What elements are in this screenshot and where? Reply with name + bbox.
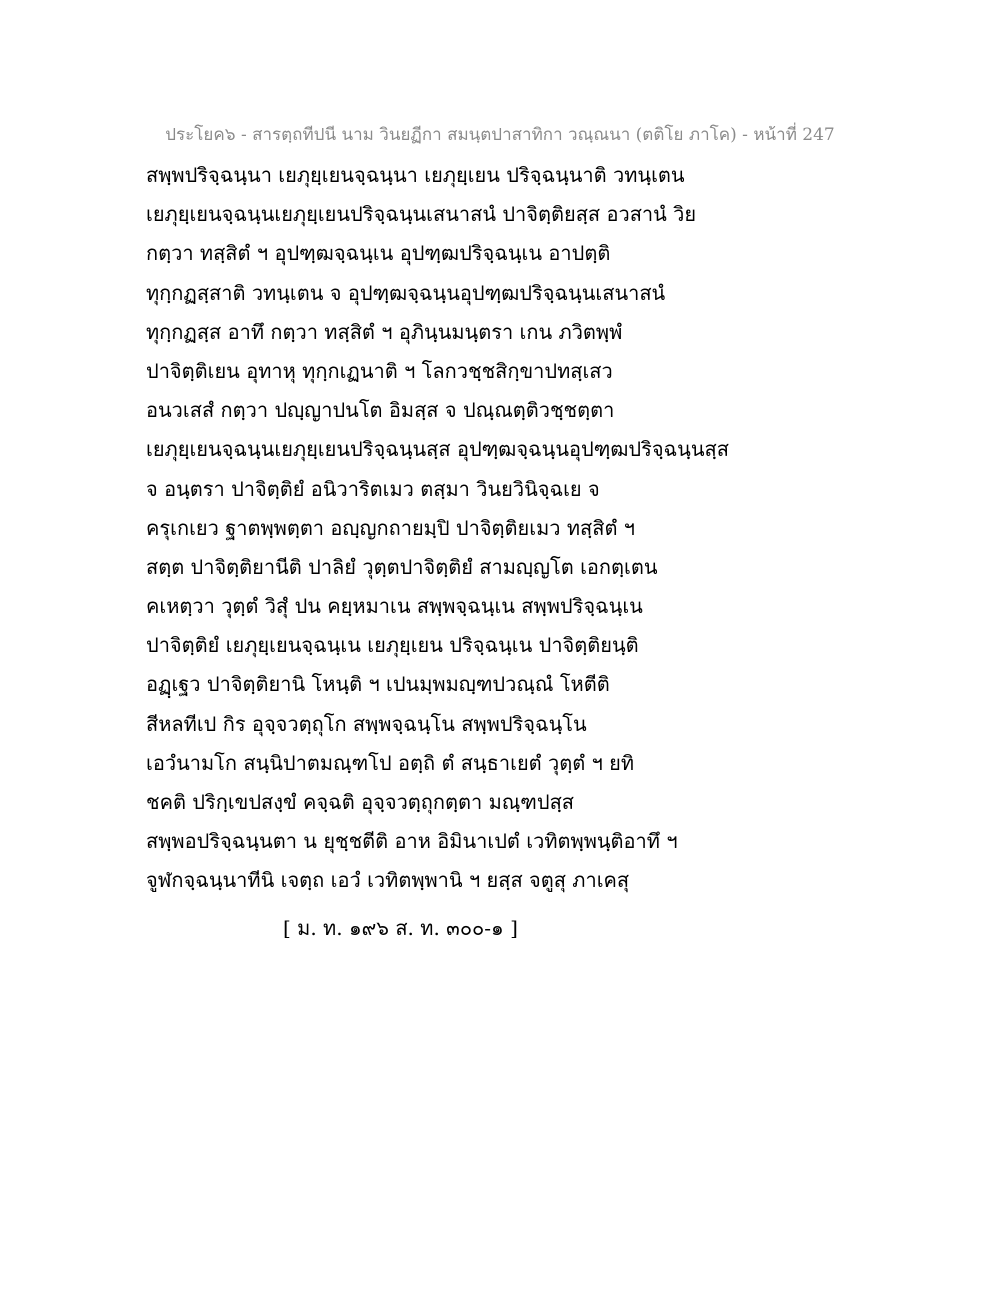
text-line: สพฺพปริจฺฉนฺนา เยภุยฺเยนจฺฉนฺนา เยภุยฺเยน ปริจฺฉนฺนาติ วทนฺเตน bbox=[146, 163, 685, 187]
text-line: สีหลทีเป กิร อุจฺจวตฺถุโก สพฺพจฺฉนฺโน สพฺพปริจฺฉนฺโน bbox=[146, 711, 587, 736]
source-reference: [ ม. ท. ๑๙๖ ส. ท. ๓๐๐-๑ ] bbox=[283, 916, 518, 940]
body-text bbox=[146, 156, 846, 901]
text-line: ทุกฺกฏสฺส อาทึ กตฺวา ทสฺสิตํ ฯ อุภินฺนมนฺตรา เกน ภวิตพฺพํ bbox=[146, 319, 623, 344]
running-header: ประโยค๖ - สารตฺถทีปนี นาม วินยฏีกา สมนฺตปาสาทิกา วณฺณนา (ตติโย ภาโค) - หน้าที่ 247 bbox=[165, 125, 835, 145]
text-line: สตฺต ปาจิตฺติยานีติ ปาลิยํ วุตฺตปาจิตฺติยํ สามญฺญโต เอกตฺเตน bbox=[146, 554, 658, 579]
text-line: ปาจิตฺติเยน อุทาหุ ทุกฺกเฏนาติ ฯ โลกวชฺชสิกฺขาปทสฺเสว bbox=[146, 358, 613, 383]
text-line: ทุกฺกฏสฺสาติ วทนฺเตน จ อุปฑฺฒจฺฉนฺนอุปฑฺฒปริจฺฉนฺนเสนาสนํ bbox=[146, 280, 666, 305]
text-line: เอวํนามโก สนฺนิปาตมณฺฑโป อตฺถิ ตํ สนฺธาเยตํ วุตฺตํ ฯ ยทิ bbox=[146, 750, 635, 775]
text-line: เยภุยฺเยนจฺฉนฺนเยภุยฺเยนปริจฺฉนฺนสฺส อุปฑฺฒจฺฉนฺนอุปฑฺฒปริจฺฉนฺนสฺส bbox=[146, 437, 729, 462]
text-line: คเหตฺวา วุตฺตํ วิสุํ ปน คยฺหมาเน สพฺพจฺฉนฺเน สพฺพปริจฺฉนฺเน bbox=[146, 594, 643, 619]
text-line: อนวเสสํ กตฺวา ปญฺญาปนโต อิมสฺส จ ปณฺณตฺติวชฺชตฺตา bbox=[146, 398, 615, 423]
text-line: ปาจิตฺติยํ เยภุยฺเยนจฺฉนฺเน เยภุยฺเยน ปริจฺฉนฺเน ปาจิตฺติยนฺติ bbox=[146, 633, 639, 658]
text-line: สพฺพอปริจฺฉนฺนตา น ยุชฺชตีติ อาห อิมินาเปตํ เวทิตพฺพนฺติอาทึ ฯ bbox=[146, 829, 678, 854]
text-line: อฏฺเฐว ปาจิตฺติยานิ โหนฺติ ฯ เปนมฺพมญฺฑปวณฺณํ โหตีติ bbox=[146, 672, 610, 697]
text-line: จ อนฺตรา ปาจิตฺติยํ อนิวาริตเมว ตสฺมา วินยวินิจฺฉเย จ bbox=[146, 476, 600, 501]
text-line: เยภุยฺเยนจฺฉนฺนเยภุยฺเยนปริจฺฉนฺนเสนาสนํ ปาจิตฺติยสฺส อวสานํ วิย bbox=[146, 202, 697, 227]
text-line: กตฺวา ทสฺสิตํ ฯ อุปฑฺฒจฺฉนฺเน อุปฑฺฒปริจฺฉนฺเน อาปตฺติ bbox=[146, 241, 611, 266]
text-line: ชคติ ปริกฺเขปสงฺขํ คจฺฉติ อุจฺจวตฺถุกตฺตา มณฺฑปสฺส bbox=[146, 790, 575, 814]
text-line: ครุเกเยว ฐาตพฺพตฺตา อญฺญกถายมฺปิ ปาจิตฺติยเมว ทสฺสิตํ ฯ bbox=[146, 515, 636, 540]
text-line: จูฬกจฺฉนฺนาทีนิ เจตฺถ เอวํ เวทิตพฺพานิ ฯ ยสฺส จตูสุ ภาเคสุ bbox=[146, 868, 630, 893]
